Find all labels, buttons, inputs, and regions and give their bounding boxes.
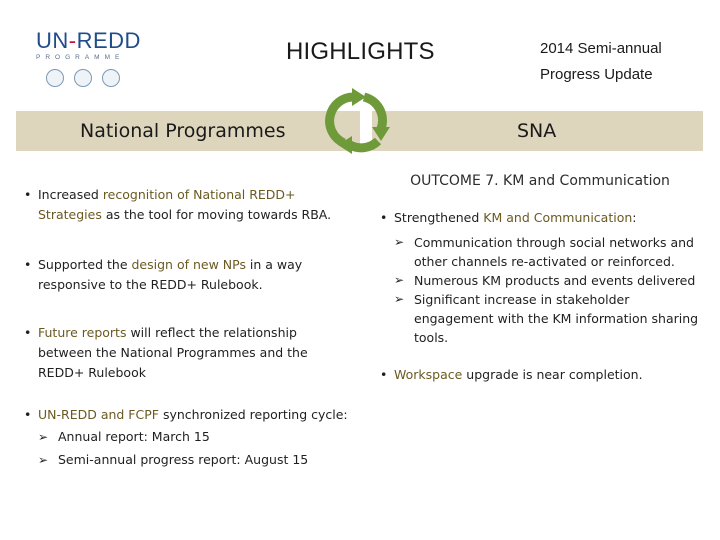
cycle-arc-bottom [350, 141, 378, 148]
np-bullet-3-post: will reflect the relationship between the National Programmes and the REDD+ Rulebook [38, 325, 308, 380]
np-bullet-1-post: as the tool for moving towards RBA. [101, 207, 332, 222]
undp-icon [74, 69, 92, 87]
logo-wordmark [36, 28, 141, 53]
national-programmes-list [24, 185, 352, 470]
partner-logos [46, 69, 136, 87]
np-bullet-2 [24, 255, 352, 295]
np-bullet-4 [24, 405, 352, 425]
un-redd-logo [36, 28, 141, 96]
np-bullet-2-highlight: design of new NPs [131, 257, 246, 272]
np-sub-bullet-annual: ➢ Annual report: March 15 [24, 427, 352, 447]
np-bullet-1-pre: Increased [38, 187, 103, 202]
logo-dash-text: - [68, 28, 77, 53]
cycle-arc-right [364, 97, 382, 131]
np-bullet-2-post: in a way responsive to the REDD+ Rulebook. [38, 257, 303, 292]
cycle-arc-left [330, 97, 354, 143]
np-bullet-1 [24, 185, 352, 225]
outcome-heading: OUTCOME 7. KM and Communication [410, 173, 670, 189]
sna-bullet-1-pre: Strengthened [394, 210, 484, 225]
cycle-arrowhead-top [352, 88, 366, 106]
fao-icon [46, 69, 64, 87]
sna-bullet-2 [380, 365, 700, 384]
cycle-arrows-icon [308, 81, 408, 159]
np-bullet-3 [24, 323, 352, 383]
unep-icon [102, 69, 120, 87]
page-title: HIGHLIGHTS [286, 38, 435, 65]
sna-sub-bullet-km-products: ➢ Numerous KM products and events delivered [380, 271, 700, 290]
report-title [540, 36, 662, 88]
np-bullet-4-highlight: UN-REDD and FCPF [38, 407, 159, 422]
np-bullet-1-highlight: recognition of National REDD+ Strategies [38, 187, 296, 222]
sna-bullet-2-post: upgrade is near completion. [462, 367, 643, 382]
np-bullet-2-pre: Supported the [38, 257, 132, 272]
logo-un-text: UN [36, 28, 69, 53]
sna-bullet-1-post: : [632, 210, 637, 225]
report-title-line1: 2014 Semi-annual [540, 40, 662, 57]
np-sub-bullet-semiannual: ➢ Semi-annual progress report: August 15 [24, 450, 352, 470]
sna-list [380, 172, 700, 384]
national-programmes-heading: National Programmes [80, 120, 286, 142]
sna-heading: SNA [517, 120, 557, 142]
logo-programme-text: PROGRAMME [36, 54, 125, 61]
sna-sub-bullet-engagement: ➢ Significant increase in stakeholder engagement with the KM information sharing tools. [380, 290, 700, 347]
report-title-line2: Progress Update [540, 66, 653, 83]
np-bullet-3-highlight: Future reports [38, 325, 127, 340]
sna-bullet-1-highlight: KM and Communication [483, 210, 633, 225]
sna-bullet-2-highlight: Workspace [394, 367, 463, 382]
sna-sub-bullet-social: ➢ Communication through social networks and other channels re-activated or reinforced. [380, 233, 700, 271]
sna-bullet-1 [380, 208, 700, 227]
logo-redd-text: REDD [76, 28, 141, 53]
sna-band [372, 111, 703, 151]
np-bullet-4-post: synchronized reporting cycle: [158, 407, 348, 422]
